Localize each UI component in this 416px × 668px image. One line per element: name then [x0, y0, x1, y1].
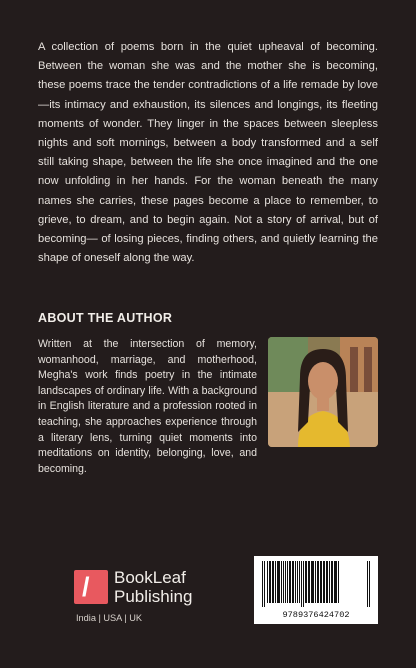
barcode-bar	[299, 561, 300, 603]
barcode-bar	[303, 561, 304, 607]
barcode-bar	[287, 561, 288, 603]
barcode-bar	[295, 561, 296, 603]
book-blurb: A collection of poems born in the quiet upheaval of becoming. Between the woman she was and the mother she is becoming, these poems trace the tender contradictions of a life remade by love—its intimacy and exhaustion, its silences and longings, its fleeting moments of wonder. They linger in the spaces between sleepless nights and soft mornings, between a body transformed and a self still taking shape, between the life she once imagined and the one now unfolding in her hands. For the woman beneath the many names she carries, these pages become a place to remember, to grieve, to dream, and to begin again. Not a story of arrival, but of becoming— of losing pieces, finding others, and quietly learning the shape of oneself along the way.	[38, 41, 378, 265]
barcode-bar	[281, 561, 282, 603]
barcode-bar	[301, 561, 302, 607]
isbn-number: 9789376424702	[282, 610, 350, 620]
barcode-bar	[262, 561, 263, 607]
author-photo	[268, 337, 378, 447]
publisher-name-line2: Publishing	[114, 587, 193, 606]
barcode-bar	[277, 561, 280, 603]
barcode-bar	[305, 561, 307, 603]
barcode-bar	[326, 561, 328, 603]
barcode-bar	[367, 561, 368, 607]
barcode-bar	[292, 561, 294, 603]
logo-slash: /	[82, 572, 90, 602]
about-author-heading: ABOUT THE AUTHOR	[38, 311, 173, 325]
barcode-bar	[308, 561, 310, 603]
publisher-logo-mark	[74, 570, 108, 604]
barcode-bar	[334, 561, 337, 603]
barcode-bar	[329, 561, 330, 603]
barcode-bar	[297, 561, 298, 603]
barcode-bar	[267, 561, 268, 603]
barcode-bar	[311, 561, 314, 603]
barcode-bar	[272, 561, 274, 603]
barcode-bar	[331, 561, 333, 603]
isbn-barcode	[254, 556, 378, 624]
barcode-bars	[260, 561, 372, 607]
barcode-bar	[338, 561, 339, 603]
publisher-locations: India | USA | UK	[76, 613, 143, 623]
barcode-bar	[369, 561, 370, 607]
publisher-name-line1: BookLeaf	[114, 568, 186, 587]
barcode-bar	[315, 561, 316, 603]
barcode-bar	[264, 561, 265, 607]
barcode-bar	[320, 561, 322, 603]
barcode-bar	[323, 561, 325, 603]
barcode-bar	[285, 561, 286, 603]
barcode-bar	[289, 561, 291, 603]
publisher-logo	[74, 568, 193, 608]
barcode-bar	[317, 561, 319, 603]
author-bio: Written at the intersection of memory, womanhood, marriage, and motherhood, Megha's work finds poetry in the intimate landscapes of ordinary life. With a background in English literature and a profession rooted in teaching, she approaches experience through a literary lens, turning quiet moments into meditations on identity, belonging, love, and becoming.	[38, 338, 257, 475]
barcode-bar	[283, 561, 284, 603]
barcode-bar	[275, 561, 276, 603]
barcode-bar	[269, 561, 271, 603]
